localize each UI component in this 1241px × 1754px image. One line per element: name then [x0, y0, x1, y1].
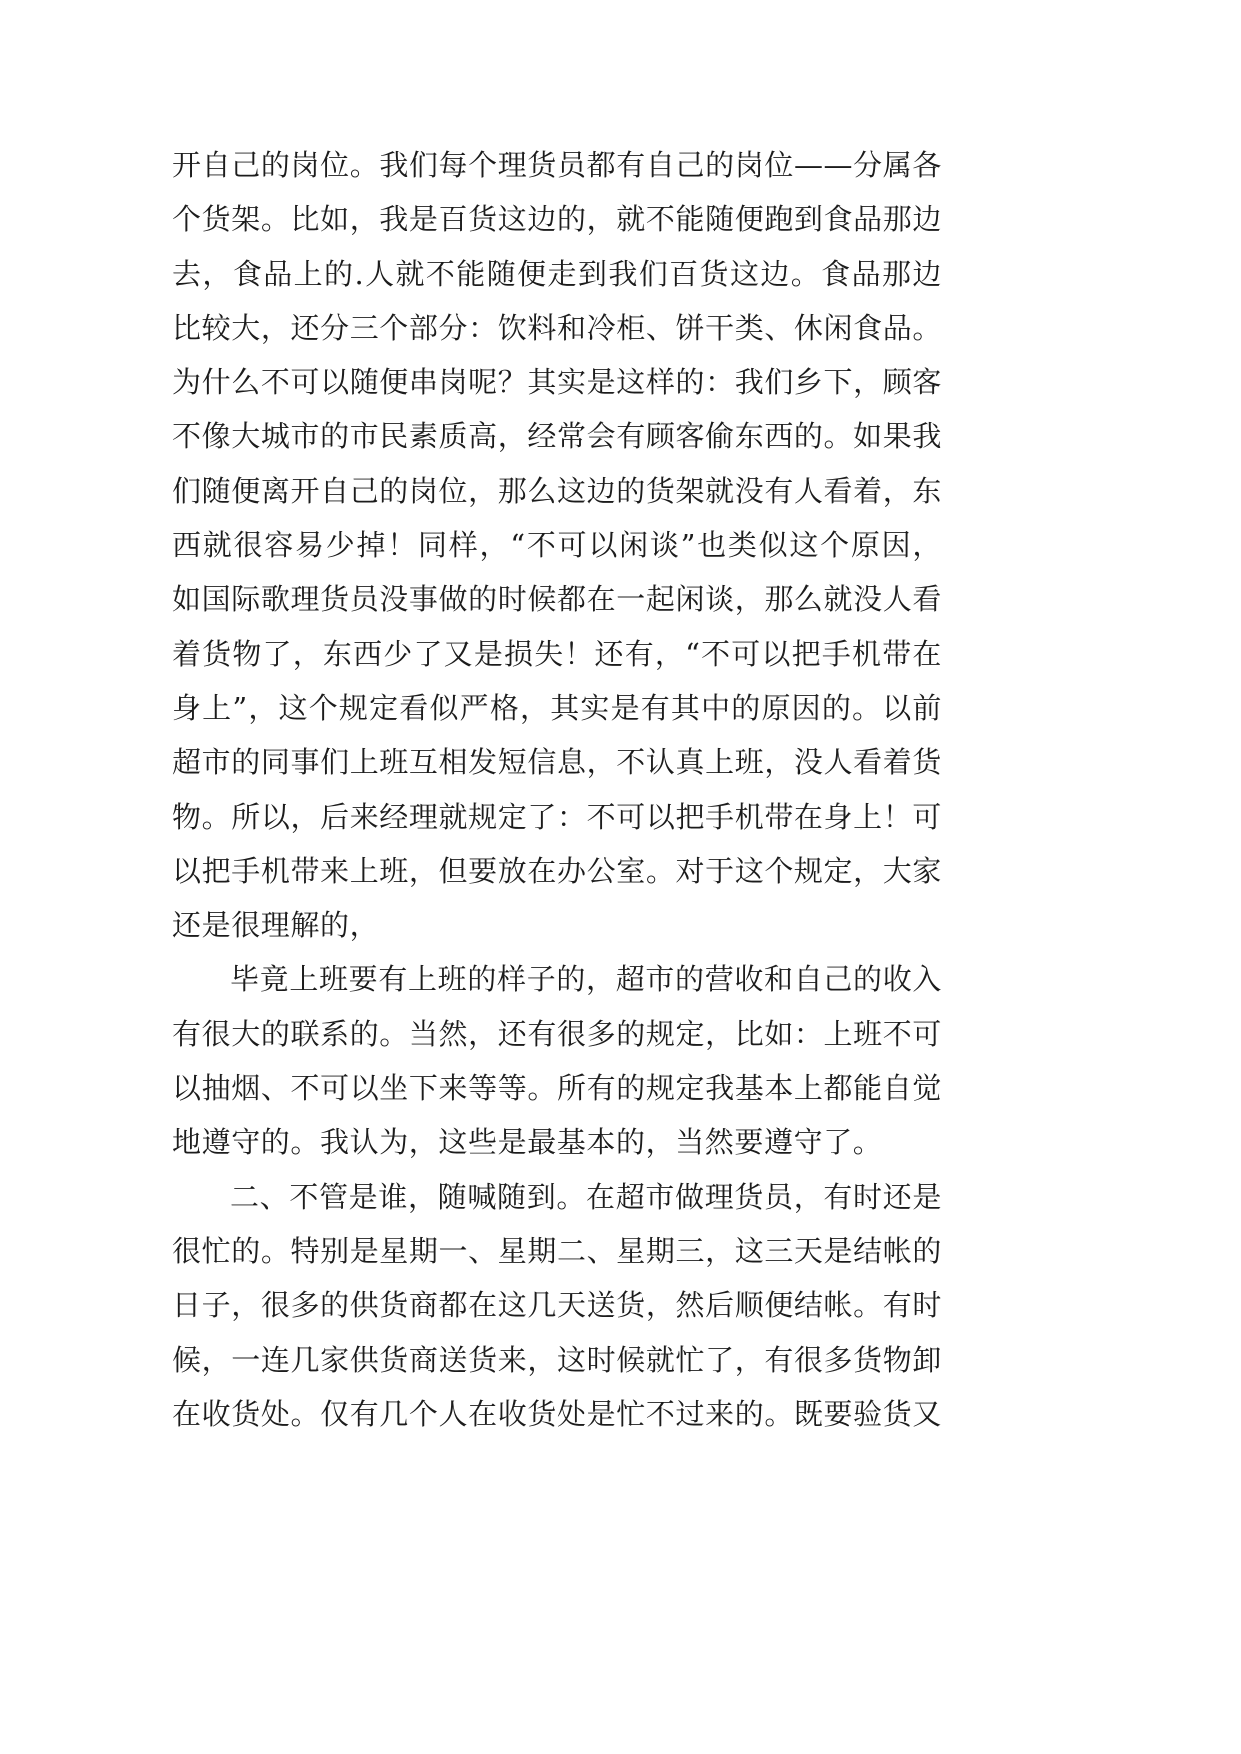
text-line: 们随便离开自己的岗位，那么这边的货架就没有人看着，东 — [172, 473, 942, 508]
text-line: 有很大的联系的。当然，还有很多的规定，比如：上班不可 — [172, 1016, 942, 1051]
text-line: 比较大，还分三个部分：饮料和冷柜、饼干类、休闲食品。 — [172, 310, 942, 345]
text-line: 个货架。比如，我是百货这边的，就不能随便跑到食品那边 — [172, 202, 942, 237]
text-line: 毕竟上班要有上班的样子的，超市的营收和自己的收入 — [230, 962, 942, 997]
text-line: 以把手机带来上班，但要放在办公室。对于这个规定，大家 — [172, 853, 942, 888]
paragraph — [172, 138, 942, 952]
text-line: 在收货处。仅有几个人在收货处是忙不过来的。既要验货又 — [172, 1396, 942, 1431]
text-line: 二、不管是谁，随喊随到。在超市做理货员，有时还是 — [230, 1179, 942, 1214]
text-line: 以抽烟、不可以坐下来等等。所有的规定我基本上都能自觉 — [172, 1071, 942, 1106]
text-line: 为什么不可以随便串岗呢？其实是这样的：我们乡下，顾客 — [172, 365, 942, 400]
text-line: 超市的同事们上班互相发短信息，不认真上班，没人看着货 — [172, 745, 942, 780]
text-line: 候，一连几家供货商送货来，这时候就忙了，有很多货物卸 — [172, 1342, 942, 1377]
text-line: 西就很容易少掉！同样，“不可以闲谈”也类似这个原因， — [172, 528, 942, 563]
text-line: 地遵守的。我认为，这些是最基本的，当然要遵守了。 — [172, 1125, 883, 1160]
text-line: 日子，很多的供货商都在这几天送货，然后顺便结帐。有时 — [172, 1288, 942, 1323]
text-line: 不像大城市的市民素质高，经常会有顾客偷东西的。如果我 — [172, 419, 942, 454]
paragraph — [172, 952, 942, 1169]
paragraph — [172, 1170, 942, 1441]
text-line: 还是很理解的， — [172, 908, 380, 943]
text-line: 身上”，这个规定看似严格，其实是有其中的原因的。以前 — [172, 690, 942, 725]
text-line: 很忙的。特别是星期一、星期二、星期三，这三天是结帐的 — [172, 1233, 942, 1268]
text-line: 如国际歌理货员没事做的时候都在一起闲谈，那么就没人看 — [172, 582, 942, 617]
text-line: 物。所以，后来经理就规定了：不可以把手机带在身上！可 — [172, 799, 942, 834]
body-text — [172, 138, 942, 1441]
text-line: 开自己的岗位。我们每个理货员都有自己的岗位——分属各 — [172, 148, 942, 182]
text-line: 着货物了，东西少了又是损失！还有，“不可以把手机带在 — [172, 636, 942, 671]
text-line: 去，食品上的.人就不能随便走到我们百货这边。食品那边 — [172, 256, 942, 291]
